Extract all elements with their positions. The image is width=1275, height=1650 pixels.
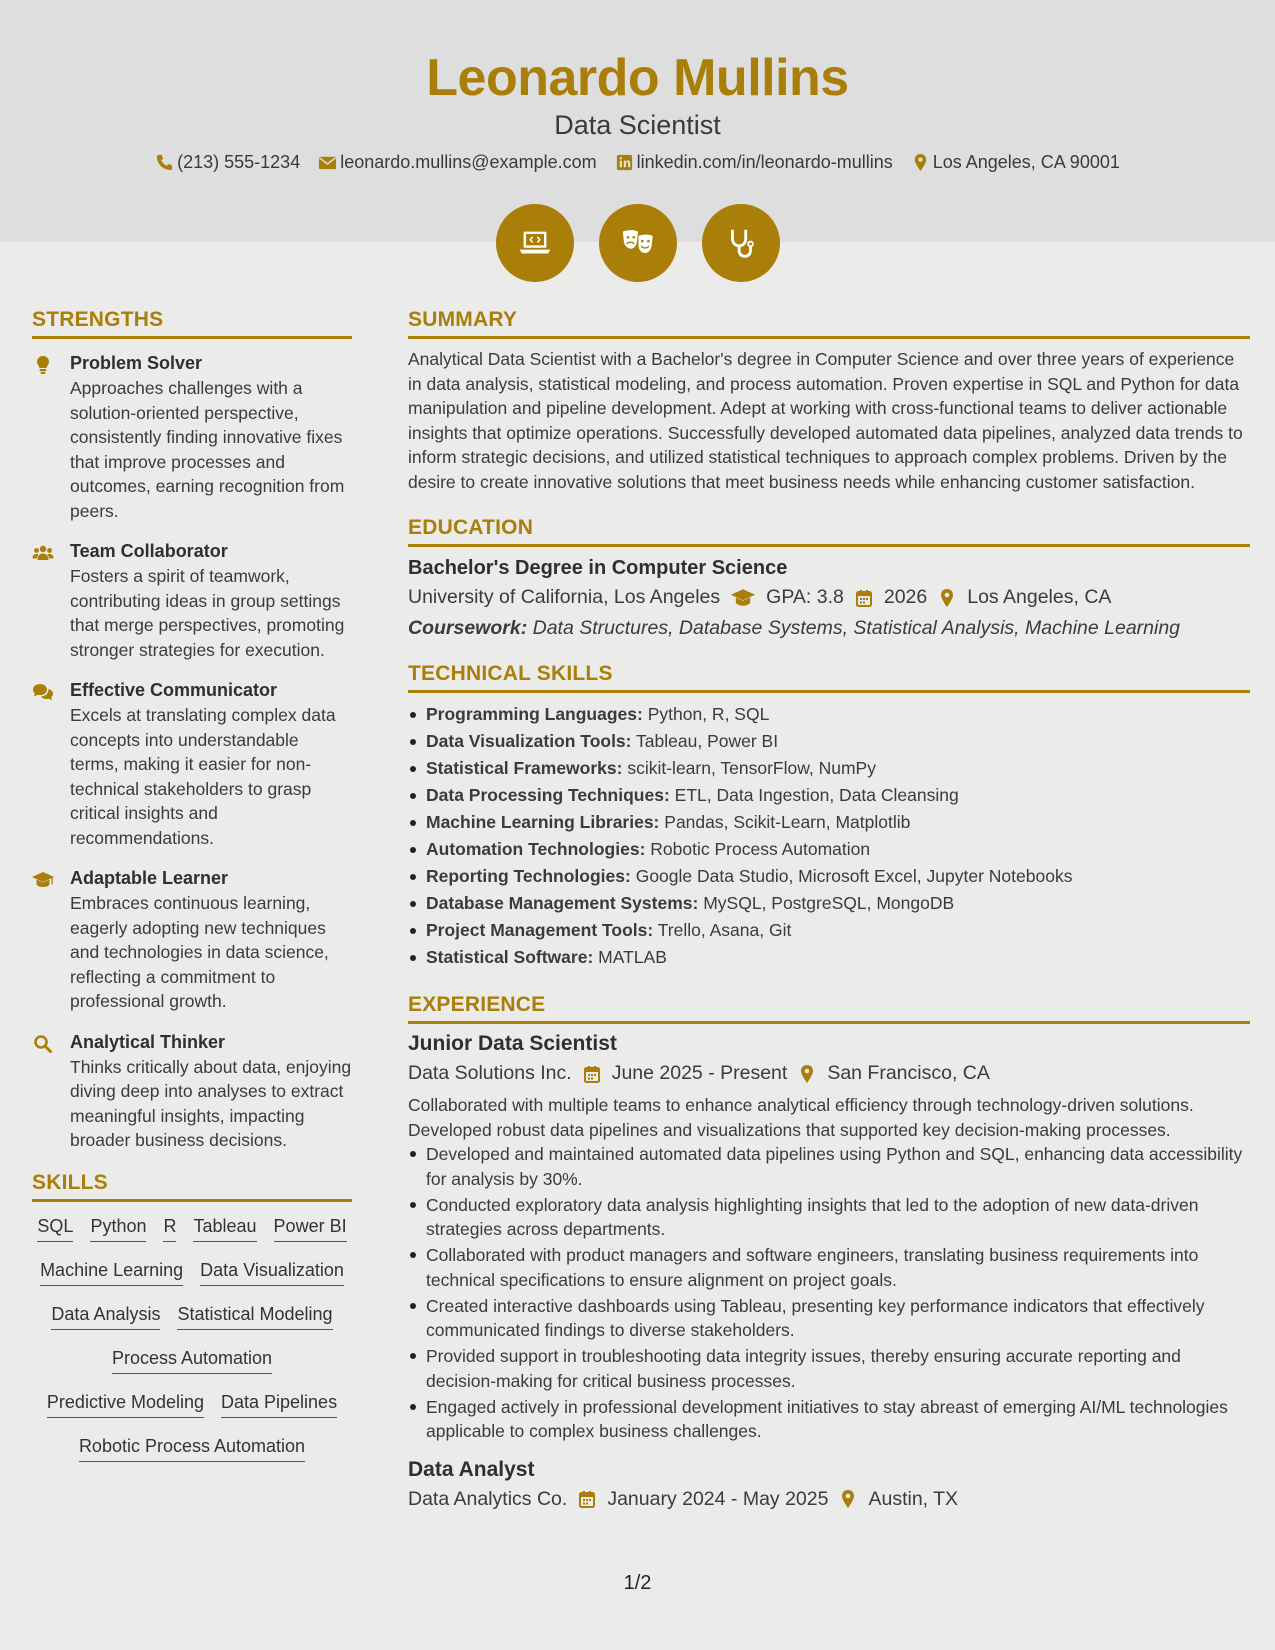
list-item xyxy=(408,944,1250,971)
skill-tag: Data Visualization xyxy=(200,1258,344,1286)
search-icon xyxy=(32,1034,54,1054)
experience-heading: EXPERIENCE xyxy=(408,993,1250,1024)
job-location: Austin, TX xyxy=(868,1487,959,1510)
candidate-name: Leonardo Mullins xyxy=(426,49,849,107)
skill-label: Data Visualization Tools: xyxy=(426,731,632,751)
skills-heading: SKILLS xyxy=(32,1171,352,1202)
skills-tags xyxy=(32,1214,352,1462)
skill-label: Machine Learning Libraries: xyxy=(426,812,660,832)
contact-linkedin[interactable] xyxy=(615,152,893,173)
strength-item xyxy=(32,353,352,523)
list-item xyxy=(408,917,1250,944)
skill-label: Statistical Software: xyxy=(426,947,594,967)
company-name: Data Analytics Co. xyxy=(408,1487,568,1510)
location-text: Los Angeles, CA 90001 xyxy=(932,152,1120,172)
skill-tag: Predictive Modeling xyxy=(47,1390,204,1418)
list-item xyxy=(408,755,1250,782)
skill-tag: Process Automation xyxy=(112,1346,272,1374)
list-item: Provided support in troubleshooting data integrity issues, thereby ensuring accurate reporting and decision-making for critical business processes. xyxy=(408,1344,1250,1393)
page-number: 1/2 xyxy=(623,1572,652,1594)
strength-item xyxy=(32,1032,352,1153)
job-description: Collaborated with multiple teams to enhance analytical efficiency through technology-driven solutions. Developed robust data pipelines and visualizations that supported key decision-making processes. xyxy=(408,1095,1194,1140)
strength-item xyxy=(32,868,352,1014)
phone-text: (213) 555-1234 xyxy=(177,152,301,172)
skill-tag: Machine Learning xyxy=(40,1258,183,1286)
list-item xyxy=(408,890,1250,917)
skill-label: Programming Languages: xyxy=(426,704,643,724)
linkedin-icon xyxy=(615,153,634,172)
skill-value: Robotic Process Automation xyxy=(650,839,871,859)
job-title: Junior Data Scientist xyxy=(408,1032,617,1055)
strength-title: Analytical Thinker xyxy=(70,1031,226,1052)
email-icon xyxy=(318,153,337,172)
right-column xyxy=(408,308,1250,1511)
company-name: Data Solutions Inc. xyxy=(408,1062,572,1084)
summary-text: Analytical Data Scientist with a Bachelor's degree in Computer Science and over three years of experience in data analysis, statistical modeling, and process automation. Proven expertise in SQL and Python for data manipulation and pipeline development. Adept at working with cross-functional teams to deliver actionable insights that optimize operations. Successfully developed automated data pipelines, analyzed data trends to inform strategic decisions, and utilized statistical techniques to approach complex problems. Driven by the desire to create innovative solutions that meet business needs while enhancing customer satisfaction. xyxy=(408,349,1243,492)
grad-year: 2026 xyxy=(883,586,928,608)
strength-title: Team Collaborator xyxy=(70,541,228,561)
location-icon xyxy=(838,1489,858,1509)
contact-location xyxy=(911,152,1120,173)
list-item xyxy=(408,782,1250,809)
comments-icon xyxy=(32,682,54,702)
skill-tag: SQL xyxy=(37,1214,73,1242)
badge-stethoscope xyxy=(702,204,780,282)
list-item: Developed and maintained automated data pipelines using Python and SQL, enhancing data accessibility for analysis by 30%. xyxy=(408,1142,1250,1191)
users-icon xyxy=(32,543,54,563)
coursework-text: Data Structures, Database Systems, Statistical Analysis, Machine Learning xyxy=(532,617,1181,639)
graduation-cap-icon xyxy=(32,870,54,890)
badge-laptop xyxy=(496,204,574,282)
strength-item xyxy=(32,541,352,662)
job-title: Data Analyst xyxy=(408,1457,535,1481)
skill-value: Tableau, Power BI xyxy=(636,731,779,751)
skill-tag: Power BI xyxy=(274,1214,347,1242)
contact-email[interactable] xyxy=(318,152,596,173)
skill-value: scikit-learn, TensorFlow, NumPy xyxy=(627,758,876,778)
strength-text: Approaches challenges with a solution-oriented perspective, consistently finding innovative fixes that improve processes and outcomes, earning recognition from peers. xyxy=(70,378,345,521)
skill-value: Google Data Studio, Microsoft Excel, Jupyter Notebooks xyxy=(635,866,1073,886)
school-name: University of California, Los Angeles xyxy=(408,586,721,608)
skill-tag: Tableau xyxy=(193,1214,256,1242)
job-dates: January 2024 - May 2025 xyxy=(607,1487,829,1510)
list-item xyxy=(408,809,1250,836)
skill-value: MATLAB xyxy=(598,947,667,967)
strength-title: Adaptable Learner xyxy=(70,868,229,888)
location-icon xyxy=(797,1064,817,1084)
skill-label: Reporting Technologies: xyxy=(426,866,631,886)
job-location: San Francisco, CA xyxy=(827,1062,990,1084)
list-item: Created interactive dashboards using Tableau, presenting key performance indicators that effectively communicated findings to diverse stakeholders. xyxy=(408,1294,1250,1343)
linkedin-text[interactable]: linkedin.com/in/leonardo-mullins xyxy=(636,152,893,172)
location-icon xyxy=(937,588,957,608)
skill-tag: Statistical Modeling xyxy=(177,1302,332,1330)
list-item xyxy=(408,728,1250,755)
school-location: Los Angeles, CA xyxy=(967,586,1112,608)
skill-value: Pandas, Scikit-Learn, Matplotlib xyxy=(664,812,911,832)
skill-value: ETL, Data Ingestion, Data Cleansing xyxy=(674,785,959,805)
calendar-icon xyxy=(577,1489,597,1509)
skill-tag: Robotic Process Automation xyxy=(79,1434,305,1462)
list-item xyxy=(408,836,1250,863)
skill-label: Data Processing Techniques: xyxy=(426,785,670,805)
calendar-icon xyxy=(582,1064,602,1084)
strength-item xyxy=(32,680,352,850)
list-item xyxy=(408,863,1250,890)
education-heading: EDUCATION xyxy=(408,516,1250,547)
strength-text: Embraces continuous learning, eagerly adopting new techniques and technologies in data science, reflecting a commitment to professional growth. xyxy=(70,893,329,1011)
location-icon xyxy=(911,153,930,172)
job-meta xyxy=(408,1062,1250,1085)
degree-title: Bachelor's Degree in Computer Science xyxy=(408,557,788,579)
skill-tag: Data Pipelines xyxy=(221,1390,337,1418)
contact-phone xyxy=(155,152,300,173)
left-column xyxy=(32,308,352,1462)
strength-text: Fosters a spirit of teamwork, contributing ideas in group settings that merge perspectives, promoting stronger strategies for execution. xyxy=(70,566,345,660)
technical-skills-list xyxy=(408,701,1250,971)
list-item: Engaged actively in professional development initiatives to stay abreast of emerging AI/ML technologies applicable to complex business challenges. xyxy=(408,1395,1250,1444)
strength-title: Effective Communicator xyxy=(70,680,278,700)
technical-skills-heading: TECHNICAL SKILLS xyxy=(408,662,1250,693)
skill-label: Statistical Frameworks: xyxy=(426,758,623,778)
list-item xyxy=(408,701,1250,728)
skill-label: Database Management Systems: xyxy=(426,893,699,913)
theater-masks-icon xyxy=(619,224,657,262)
strength-text: Thinks critically about data, enjoying diving deep into analyses to extract meaningful insights, impacting broader business decisions. xyxy=(70,1056,352,1150)
laptop-code-icon xyxy=(516,224,554,262)
skill-label: Project Management Tools: xyxy=(426,920,654,940)
calendar-icon xyxy=(854,588,874,608)
job-dates: June 2025 - Present xyxy=(611,1062,788,1084)
list-item: Conducted exploratory data analysis highlighting insights that led to the adoption of new data-driven strategies across departments. xyxy=(408,1193,1250,1242)
list-item: Collaborated with product managers and software engineers, translating business requirements into technical specifications to ensure alignment on project goals. xyxy=(408,1243,1250,1292)
skill-value: Python, R, SQL xyxy=(647,704,770,724)
skill-value: Trello, Asana, Git xyxy=(657,920,792,940)
stethoscope-icon xyxy=(722,224,760,262)
contact-row xyxy=(0,152,1275,173)
skill-tag: Python xyxy=(90,1214,146,1242)
summary-heading: SUMMARY xyxy=(408,308,1250,339)
coursework xyxy=(408,617,1250,640)
skill-label: Automation Technologies: xyxy=(426,839,646,859)
skill-tag: R xyxy=(163,1214,176,1242)
interest-badges xyxy=(0,204,1275,282)
skill-tag: Data Analysis xyxy=(51,1302,160,1330)
strength-title: Problem Solver xyxy=(70,353,203,373)
strength-text: Excels at translating complex data concepts into understandable terms, making it easier for non-technical stakeholders to grasp critical insights and recommendations. xyxy=(70,705,336,848)
job-meta xyxy=(408,1488,1250,1511)
phone-icon xyxy=(155,153,174,172)
candidate-role: Data Scientist xyxy=(554,110,721,140)
skill-value: MySQL, PostgreSQL, MongoDB xyxy=(703,893,955,913)
badge-theater xyxy=(599,204,677,282)
education-meta xyxy=(408,586,1250,609)
coursework-label: Coursework: xyxy=(408,617,528,639)
graduation-cap-icon xyxy=(730,587,756,609)
strengths-list xyxy=(32,353,352,1153)
lightbulb-icon xyxy=(32,355,54,375)
job-bullets xyxy=(408,1142,1250,1444)
strengths-heading: STRENGTHS xyxy=(32,308,352,339)
gpa-text: GPA: 3.8 xyxy=(766,586,844,608)
email-text[interactable]: leonardo.mullins@example.com xyxy=(340,152,597,172)
